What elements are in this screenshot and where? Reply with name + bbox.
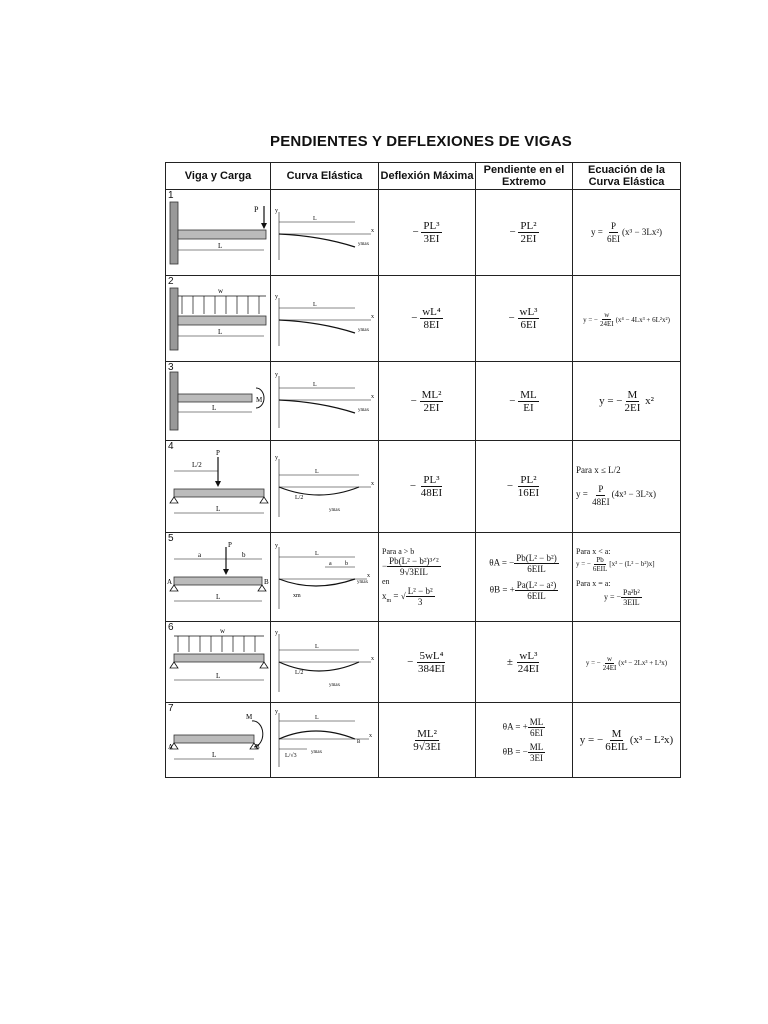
beam-diagram [166,441,270,532]
denominator: 6EI [607,234,621,244]
denominator: 6EI [529,728,543,738]
denominator: 9√3EIL [399,567,428,577]
deflection-cell [379,190,476,276]
support-b-label: B [255,743,260,751]
sign: − [412,226,419,239]
theta-a-lhs: θA = − [489,557,515,568]
eq-tail: (x³ − L²x) [629,733,674,746]
row-number: 7 [168,703,174,714]
numerator: wL³ [519,649,538,662]
beam-cell [166,276,271,362]
a-label: a [329,561,332,567]
slope-cell [476,276,573,362]
elastic-curve-diagram [271,362,378,440]
denominator: 2EI [624,401,641,414]
sign: − [509,226,516,239]
beam-cell [166,622,271,703]
elastic-curve-diagram [271,622,378,702]
eq-lhs: y = − [585,659,601,668]
numerator: w [604,311,610,320]
moment-label: M [246,713,253,721]
slope-cell [476,362,573,441]
length-label: L [218,328,223,336]
b-label: b [242,551,246,559]
length-label: L [315,469,319,475]
denominator: 24EI [599,320,614,329]
elastic-curve-diagram [271,533,378,621]
x-axis-label: x [371,228,374,234]
half-length-label: L/2 [192,461,202,469]
ymax-label: ymax [358,408,370,413]
beam-cell [166,703,271,778]
numerator: Pb(L² − b²) [516,553,557,563]
condition-label: Para x = a: [576,579,611,588]
row-number: 2 [168,276,174,287]
numerator: wL⁴ [422,306,441,318]
sign: − [506,480,514,493]
theta-b-lhs: θB = − [502,746,528,757]
equation-cell [573,533,681,622]
beam-table [165,162,681,778]
deflection-cell [379,622,476,703]
beam-cell [166,441,271,533]
length-label: L [216,672,221,680]
numerator: Pa²b² [623,588,640,597]
numerator: P [611,221,617,231]
slope-cell [476,703,573,778]
row-number: 1 [168,190,174,201]
table-header-row [166,163,681,190]
en-label: en [382,577,390,586]
ymax-label: ymax [358,242,370,247]
header-equation: Ecuación de la Curva Elástica [573,163,681,190]
l-sqrt3-label: L/√3 [285,753,297,759]
x-axis-label: x [371,394,374,400]
numerator: PL² [520,220,537,232]
denominator: EI [523,401,534,414]
denominator: 16EI [517,487,540,499]
numerator: ML² [417,727,437,740]
sign: − [382,560,388,571]
page-title: PENDIENTES Y DEFLEXIONES DE VIGAS [270,133,572,150]
y-axis-label: y [275,455,278,461]
load-label: P [228,541,232,549]
sign: − [509,394,516,407]
beam-diagram [166,276,270,361]
denominator: 6EIL [527,591,546,601]
ymax-label: ymax [311,750,323,755]
row-number: 5 [168,533,174,544]
eq-tail: (x⁴ − 4Lx³ + 6L²x²) [615,315,670,324]
table-row [166,622,681,703]
moment-label: M [256,396,263,404]
beam-diagram [166,533,270,621]
numerator: Pb(L² − b²)³ᐟ² [389,556,439,566]
sign: − [409,480,417,493]
row-number: 6 [168,622,174,633]
length-label: L [216,505,221,513]
denominator: 48EI [592,496,610,507]
theta-b-lhs: θB = + [489,584,515,595]
deflection-cell [379,441,476,533]
denominator: 2EI [520,233,537,245]
denominator: 3 [417,597,423,608]
denominator: 2EI [423,401,440,414]
header-beam: Viga y Carga [166,163,271,190]
sign: − [411,312,418,325]
numerator: ML [520,388,537,401]
header-slope: Pendiente en el Extremo [476,163,573,190]
deflection-cell [379,276,476,362]
half-length-label: L/2 [295,670,304,676]
theta-a-lhs: θA = + [502,721,528,732]
eq-tail: x² [645,394,654,407]
table-row [166,276,681,362]
condition-label: Para x ≤ L/2 [576,464,621,475]
numerator: ML² [421,388,442,401]
support-a-label: A [168,743,174,751]
header-curve: Curva Elástica [271,163,379,190]
numerator: P [598,483,604,494]
denominator: 384EI [418,662,445,675]
deflection-cell: Para a > b − $\frac{\text{Pb(L² − b²)³ᐟ²}}{\text{9√3EIL}}$ en $x_m$ = √ $\frac{\text{L² − b²}}{3}$ [379,533,476,622]
denominator: 6EIL [527,564,546,574]
slope-cell [476,622,573,703]
numerator: wL³ [519,306,538,318]
equation-cell [573,276,681,362]
ymax-label: ymax [358,328,370,333]
slope-cell [476,533,573,622]
elastic-curve-diagram [271,190,378,275]
row-number: 4 [168,441,174,452]
x-axis-label: x [367,573,370,579]
condition-label: Para x < a: [576,547,611,556]
y-axis-label: y [275,543,278,549]
curve-cell [271,190,379,276]
eq-lhs: y = − [599,394,623,407]
curve-cell [271,441,379,533]
length-label: L [313,302,317,308]
slope-cell [476,441,573,533]
y-axis-label: y [275,630,278,636]
sign: − [407,655,414,668]
numerator: ML [529,742,544,752]
x-axis-label: x [369,733,372,739]
ymax-label: ymax [329,683,341,688]
load-label: P [254,205,259,214]
ymax-label: ymax [357,580,369,585]
table-row [166,533,681,622]
deflection-cell [379,362,476,441]
eq-tail: (x³ − 3Lx²) [622,226,663,237]
equation-cell [573,703,681,778]
numerator: M [627,388,638,401]
denominator: 24EI [517,662,540,675]
eq-lhs: y = − [604,592,622,602]
eq-tail: (x⁴ − 2Lx³ + L³x) [618,659,668,668]
elastic-curve-diagram [271,276,378,361]
y-axis-label: y [275,208,278,214]
beam-diagram [166,190,270,275]
eq-lhs: y = − [579,733,604,746]
numerator: ML [529,717,544,727]
beam-diagram [166,622,270,702]
equation-cell [573,622,681,703]
denominator: 3EI [423,233,440,245]
numerator: PL² [520,474,537,486]
condition-label: Para a > b [382,546,415,556]
curve-cell [271,276,379,362]
numerator: L² − b² [407,586,433,597]
eq-lhs: y = − [583,315,598,324]
curve-cell [271,362,379,441]
beam-cell [166,362,271,441]
numerator: PL³ [423,220,440,232]
xm-subscript: m [386,597,392,604]
length-label: L [315,551,319,557]
length-label: L [313,382,317,388]
ymax-label: ymax [329,508,341,513]
sign: − [508,312,515,325]
curve-cell [271,622,379,703]
header-deflection: Deflexión Máxima [379,163,476,190]
support-b-label: B [357,740,361,745]
length-label: L [216,593,221,601]
xm-label: xm [293,593,301,599]
equation-cell [573,441,681,533]
length-label: L [212,404,217,412]
eq-tail: [x³ − (L² − b²)x] [609,560,655,569]
denominator: 3EI [529,753,543,763]
sign: ± [506,655,513,668]
numerator: Pb [596,556,604,564]
beam-cell [166,190,271,276]
denominator: 6EIL [592,565,608,573]
table-row [166,703,681,778]
eq-tail: (4x³ − 3L²x) [611,489,657,500]
numerator: PL³ [423,474,440,486]
x-axis-label: x [371,314,374,320]
length-label: L [313,216,317,222]
denominator: 9√3EI [413,740,441,753]
beam-cell [166,533,271,622]
length-label: L [315,715,319,721]
table-row [166,190,681,276]
equation-cell [573,362,681,441]
length-label: L [212,751,217,759]
numerator: w [607,654,613,663]
numerator: M [611,727,622,740]
a-label: a [198,551,202,559]
support-b-label: B [264,578,269,586]
y-axis-label: y [275,372,278,378]
denominator: 6EIL [605,740,628,753]
distributed-load-label: w [220,627,226,635]
numerator: 5wL⁴ [419,649,444,662]
curve-cell [271,703,379,778]
numerator: Pa(L² − a²) [516,580,557,590]
elastic-curve-diagram [271,441,378,532]
y-axis-label: y [275,709,278,715]
elastic-curve-diagram [271,703,378,777]
support-a-label: A [167,578,173,586]
denominator: 3EIL [623,598,640,607]
table-row [166,441,681,533]
y-axis-label: y [275,294,278,300]
length-label: L [315,644,319,650]
load-label: P [216,449,220,457]
equation-cell [573,190,681,276]
b-label: b [345,561,348,567]
eq-lhs: y = − [576,560,591,569]
beam-diagram [166,703,270,777]
deflection-cell [379,703,476,778]
beam-diagram [166,362,270,440]
denominator: 24EI [602,663,617,672]
slope-cell [476,190,573,276]
row-number: 3 [168,362,174,373]
xm-symbol: x [382,591,387,601]
x-axis-label: x [371,481,374,487]
denominator: 48EI [420,487,443,499]
eq-lhs: y = [576,489,591,500]
length-label: L [218,242,223,250]
sign: − [410,394,417,407]
distributed-load-label: w [218,287,224,295]
curve-cell [271,533,379,622]
denominator: 6EI [520,319,537,331]
table-row [166,362,681,441]
denominator: 8EI [423,319,440,331]
eq-lhs: y = [590,226,606,237]
x-axis-label: x [371,656,374,662]
half-length-label: L/2 [295,495,304,501]
